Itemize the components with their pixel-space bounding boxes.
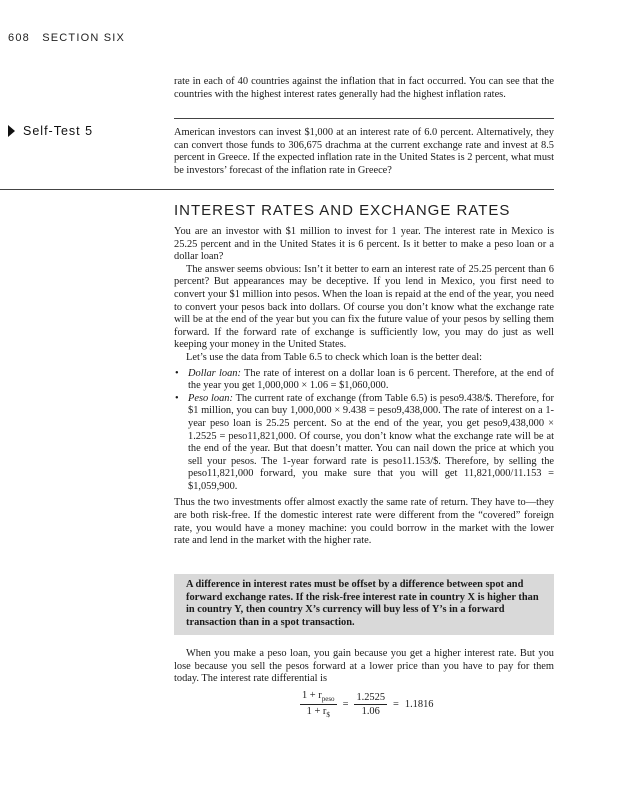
section-title: SECTION SIX <box>42 32 126 44</box>
bullet-term: Peso loan: <box>188 392 233 404</box>
paragraph-after-bullets: Thus the two investments offer almost exactly the same rate of return. They have to—they are both risk-free. If the domestic interest rate were different from the “covered” foreign rate, you would have a money machine: you could borrow in the market with the lower rate and lend in the market with the higher rate. <box>174 497 554 547</box>
key-point-callout: A difference in interest rates must be offset by a difference between spot and forward exchange rates. If the risk-free interest rate in country X is higher than in country Y, then country X’s currency will buy less of Y’s in a forward transaction than in a spot transaction. <box>174 574 554 635</box>
rhs-denominator: 1.06 <box>361 706 380 718</box>
divider-top <box>174 118 554 119</box>
self-test-label <box>8 124 93 138</box>
equals-sign: = <box>393 699 399 711</box>
lhs-fraction <box>300 690 337 719</box>
bullet-term: Dollar loan: <box>188 367 241 379</box>
lhs-numerator: $1 + r_{peso}$ <box>302 690 335 704</box>
intro-paragraph <box>174 76 554 101</box>
closing-section <box>174 648 554 686</box>
running-header <box>8 32 133 44</box>
paragraph-2: The answer seems obvious: Isn’t it better to earn an interest rate of 25.25 percent than 6 percent? But appearances may be deceptive. If you lend in Mexico, you first need to convert your $1 million into pesos. When the loan is repaid at the end of the year, you need to convert your pesos back into dollars. Of course you don’t know what the exchange rate will be at the end of the year but you can fix the future value of your pesos by selling them forward. If the forward rate of exchange is sufficiently low, you may do just as well keeping your money in the United States. <box>174 263 554 351</box>
bullet-dollar-loan <box>174 368 554 393</box>
page-number: 608 <box>8 32 30 44</box>
section-heading: INTEREST RATES AND EXCHANGE RATES <box>174 202 511 219</box>
bullet-peso-loan <box>174 393 554 494</box>
paragraph-1: You are an investor with $1 million to invest for 1 year. The interest rate in Mexico is 25.25 percent and in the United States it is 6 percent. Is it better to make a peso loan or a dollar loan? <box>174 226 554 263</box>
equation-result: 1.1816 <box>404 699 434 711</box>
divider-bottom <box>0 189 554 190</box>
intro-text: rate in each of 40 countries against the inflation that in fact occurred. You can see that the countries with the highest interest rates generally had the highest inflation rates. <box>174 76 554 100</box>
triangle-marker-icon <box>8 125 15 137</box>
rhs-fraction <box>354 692 387 717</box>
self-test-title: Self-Test 5 <box>23 124 94 138</box>
closing-paragraph: When you make a peso loan, you gain because you get a higher interest rate. But you lose because you sell the pesos forward at a lower price than you have to pay for them today. The interest rate differential is <box>174 648 554 685</box>
self-test-text: American investors can invest $1,000 at an interest rate of 6.0 percent. Alternatively, they can convert those funds to 306,675 drachma at the current exchange rate and invest at 8.5 percent in Greece. If the expected inflation rate in the United States is 2 percent, what must be investors’ forecast of the inflation rate in Greece? <box>174 127 554 176</box>
main-body <box>174 226 554 548</box>
lhs-denominator: $1 + r_{\$}$ <box>306 706 330 720</box>
self-test-body <box>174 127 554 177</box>
loan-bullet-list <box>174 368 554 494</box>
bullet-text: The current rate of exchange (from Table 6.5) is peso9.438/$. Therefore, for $1 million, you can buy 1,000,000 × 9.438 = peso9,438,000. The rate of interest on a 1-year peso loan is 25.25 percent. So at the end of the year, you get peso9,438,000 × 1.2525 = peso11,821,000. Of course, you don’t know what the exchange rate will be at the end of the year. But that doesn’t matter. You can nail down the price at which you sell your pesos. The 1-year forward rate is peso11.153/$. Therefore, by selling the peso11,821,000 forward, you make sure that you will get 11,821,000/11.153 = $1,059,900. <box>188 392 554 492</box>
interest-rate-equation <box>300 690 433 719</box>
equals-sign: = <box>342 699 349 711</box>
rhs-numerator: 1.2525 <box>356 692 386 704</box>
paragraph-3: Let’s use the data from Table 6.5 to check which loan is the better deal: <box>186 351 482 363</box>
bullet-text: The rate of interest on a dollar loan is 6 percent. Therefore, at the end of the year you get 1,000,000 × 1.06 = $1,060,000. <box>188 367 554 392</box>
